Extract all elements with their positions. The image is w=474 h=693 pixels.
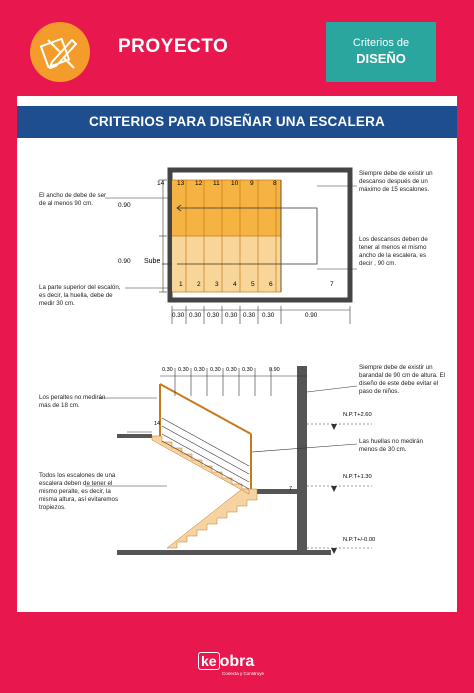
- content-panel: [17, 96, 457, 612]
- section-railing-bars: [162, 418, 249, 489]
- plan-step-6: 6: [269, 281, 273, 288]
- plan-tread-dim-5: 0.30: [243, 312, 256, 319]
- section-step-7: 7: [289, 486, 293, 492]
- section-upper-flight: [152, 436, 249, 494]
- plan-tread-dim-6: 0.30: [262, 312, 275, 319]
- section-view: [85, 366, 372, 555]
- section-tread-dim-4: 0.30: [210, 367, 221, 373]
- section-tread-dim-3: 0.30: [194, 367, 205, 373]
- plan-step-10: 10: [231, 180, 239, 187]
- plan-step-13: 13: [177, 180, 185, 187]
- plan-step-2: 2: [197, 281, 201, 288]
- section-landing-dim: 0.90: [269, 367, 280, 373]
- section-level-markers: [331, 424, 337, 554]
- plan-tread-dim-1: 0.30: [172, 312, 185, 319]
- plan-step-3: 3: [215, 281, 219, 288]
- note-equal-risers: Todos los escalones de una escalera deben de tener el mismo peralte, es decir, la misma altura, así evitaremos tropiezos.: [39, 472, 119, 511]
- plan-step-14: 14: [157, 180, 165, 187]
- section-badge: [326, 22, 436, 82]
- plan-tread-dim-3: 0.30: [207, 312, 220, 319]
- plan-tread-dim-4: 0.30: [225, 312, 238, 319]
- plan-step-9: 9: [250, 180, 254, 187]
- note-railing: Siempre debe de existir un barandal de 90 cm de altura. El diseño de este debe evitar el paso de niños.: [359, 364, 445, 395]
- plan-step-7: 7: [330, 281, 334, 288]
- keobra-logo: [198, 652, 265, 676]
- section-step-14: 14: [154, 421, 161, 427]
- section-tread-dim-2: 0.30: [178, 367, 189, 373]
- plan-sube-label: Sube: [144, 258, 161, 265]
- plan-step-1: 1: [179, 281, 183, 288]
- section-railing: [160, 384, 251, 489]
- logo-tagline: Conecta y Construye: [222, 671, 265, 676]
- section-tread-dim-6: 0.30: [242, 367, 253, 373]
- level-000: N.P.T+/-0.00: [343, 537, 376, 543]
- logo-obra: obra: [219, 653, 255, 670]
- level-130: N.P.T+1.30: [343, 474, 372, 480]
- section-upper-slab: [117, 434, 152, 438]
- level-260: N.P.T+2.60: [343, 412, 372, 418]
- note-landings-width: Los descansos deben de tener al menos el mismo ancho de la escalera, es decir , 90 cm.: [359, 236, 428, 267]
- plan-landing-dim: 0.90: [305, 312, 318, 319]
- plan-step-5: 5: [251, 281, 255, 288]
- plan-step-12: 12: [195, 180, 203, 187]
- section-line2: DISEÑO: [356, 51, 406, 66]
- note-tread-top: La parte superior del escalón, es decir, la huella, debe de medir 30 cm.: [39, 284, 121, 307]
- note-treads-min: Las huellas no medirán menos de 30 cm.: [359, 438, 423, 453]
- plan-tread-dim-2: 0.30: [189, 312, 202, 319]
- plan-step-8: 8: [273, 180, 277, 187]
- plan-dim-width-bottom: 0.90: [118, 258, 131, 265]
- header-title: PROYECTO: [118, 36, 229, 57]
- plan-dim-width-top: 0.90: [118, 202, 131, 209]
- section-tread-dim-1: 0.30: [162, 367, 173, 373]
- design-tools-icon: [30, 22, 90, 82]
- header: [0, 0, 474, 96]
- plan-step-11: 11: [213, 180, 220, 187]
- note-risers: Los peraltes no medirán más de 18 cm.: [39, 394, 106, 409]
- section-line1: Criterios de: [352, 37, 410, 49]
- section-tread-dim-5: 0.30: [226, 367, 237, 373]
- section-floor: [117, 550, 331, 555]
- section-lower-flight: [167, 489, 257, 548]
- plan-step-4: 4: [233, 281, 237, 288]
- logo-ke: ke: [198, 652, 220, 670]
- banner-title: CRITERIOS PARA DISEÑAR UNA ESCALERA: [17, 106, 457, 138]
- note-width: El ancho de debe de ser de al menos 90 cm.: [39, 192, 107, 207]
- note-landing-15: Siempre debe de existir un descanso después de un máximo de 15 escalones.: [359, 170, 433, 193]
